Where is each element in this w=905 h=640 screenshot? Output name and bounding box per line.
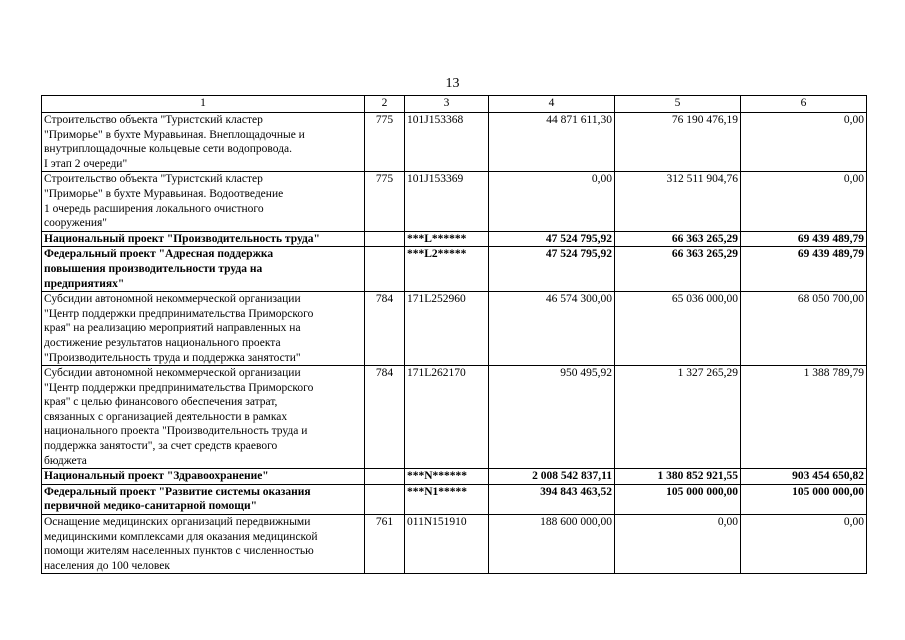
col-header-2: 2 (365, 96, 405, 113)
row-code: 101J153368 (405, 113, 489, 172)
row-ksr: 784 (365, 366, 405, 469)
table-row (42, 515, 867, 574)
row-name (42, 292, 365, 366)
row-code: ***L2***** (405, 247, 489, 292)
row-value-2024: 65 036 000,00 (615, 292, 741, 366)
row-value-2023: 46 574 300,00 (489, 292, 615, 366)
row-name-line: национального проекта "Производительность труда и (44, 425, 308, 438)
row-name (42, 469, 365, 485)
row-name (42, 172, 365, 231)
table-row (42, 172, 867, 231)
row-code: 171L262170 (405, 366, 489, 469)
row-code: 101J153369 (405, 172, 489, 231)
row-name-line: повышения производительности труда на (44, 262, 263, 275)
row-name-line: населения до 100 человек (44, 559, 170, 572)
col-header-4: 4 (489, 96, 615, 113)
row-value-2025: 105 000 000,00 (741, 484, 867, 514)
row-value-2023: 950 495,92 (489, 366, 615, 469)
row-name-line: "Приморье" в бухте Муравьиная. Водоотведение (44, 187, 284, 200)
row-name (42, 231, 365, 247)
row-ksr (365, 231, 405, 247)
row-name-line: Строительство объекта "Туристский кластер (44, 114, 263, 126)
row-name-line: I этап 2 очереди" (44, 157, 128, 170)
row-value-2024: 1 327 265,29 (615, 366, 741, 469)
row-name-line: края" на реализацию мероприятий направленных на (44, 322, 301, 335)
row-name-line: Строительство объекта "Туристский кластер (44, 173, 263, 186)
header-row (42, 96, 867, 113)
row-name-line: поддержка занятости", за счет средств краевого (44, 440, 278, 453)
row-name-line: Субсидии автономной некоммерческой организации (44, 293, 301, 306)
row-value-2025: 0,00 (741, 113, 867, 172)
budget-table (41, 95, 867, 574)
row-name-line: Субсидии автономной некоммерческой организации (44, 367, 301, 380)
row-ksr (365, 469, 405, 485)
row-name (42, 247, 365, 292)
row-code: ***N****** (405, 469, 489, 485)
row-name (42, 113, 365, 172)
row-value-2025: 69 439 489,79 (741, 247, 867, 292)
table-row (42, 484, 867, 514)
row-value-2025: 903 454 650,82 (741, 469, 867, 485)
row-name-line: "Производительность труда и поддержка занятости" (44, 351, 301, 364)
row-name-line: Национальный проект "Производительность труда" (44, 232, 320, 245)
row-value-2025: 68 050 700,00 (741, 292, 867, 366)
row-value-2023: 0,00 (489, 172, 615, 231)
row-name-line: сооружения" (44, 217, 107, 230)
row-ksr: 775 (365, 172, 405, 231)
page-number: 13 (445, 76, 460, 91)
table-row (42, 113, 867, 172)
row-name-line: помощи жителям населенных пунктов с численностью (44, 545, 314, 558)
row-value-2025: 1 388 789,79 (741, 366, 867, 469)
row-code: 171L252960 (405, 292, 489, 366)
col-header-6: 6 (741, 96, 867, 113)
row-name-line: Федеральный проект "Развитие системы оказания (44, 485, 311, 498)
row-ksr: 784 (365, 292, 405, 366)
row-name-line: 1 очередь расширения локального очистного (44, 202, 264, 215)
col-header-3: 3 (405, 96, 489, 113)
row-name (42, 484, 365, 514)
row-ksr (365, 247, 405, 292)
row-value-2024: 105 000 000,00 (615, 484, 741, 514)
row-name-line: "Центр поддержки предпринимательства Приморского (44, 307, 314, 320)
row-value-2023: 2 008 542 837,11 (489, 469, 615, 485)
table-row (42, 231, 867, 247)
row-name-line: Оснащение медицинских организаций передвижными (44, 516, 311, 529)
row-value-2023: 47 524 795,92 (489, 247, 615, 292)
table-row (42, 469, 867, 485)
row-value-2024: 0,00 (615, 515, 741, 574)
row-value-2024: 1 380 852 921,55 (615, 469, 741, 485)
row-name-line: внутриплощадочные кольцевые сети водопровода. (44, 143, 292, 156)
row-ksr: 761 (365, 515, 405, 574)
row-name (42, 515, 365, 574)
row-value-2024: 66 363 265,29 (615, 247, 741, 292)
row-value-2024: 66 363 265,29 (615, 231, 741, 247)
row-value-2025: 0,00 (741, 172, 867, 231)
row-name-line: края" с целью финансового обеспечения затрат, (44, 396, 278, 409)
row-name (42, 366, 365, 469)
row-value-2024: 312 511 904,76 (615, 172, 741, 231)
row-code: ***N1***** (405, 484, 489, 514)
table-body (42, 113, 867, 574)
row-name-line: "Центр поддержки предпринимательства Приморского (44, 381, 314, 394)
table-row (42, 366, 867, 469)
row-name-line: первичной медико-санитарной помощи" (44, 500, 257, 513)
row-value-2025: 0,00 (741, 515, 867, 574)
row-ksr: 775 (365, 113, 405, 172)
row-value-2023: 47 524 795,92 (489, 231, 615, 247)
row-value-2023: 394 843 463,52 (489, 484, 615, 514)
row-name-line: медицинскими комплексами для оказания медицинской (44, 530, 318, 543)
row-value-2023: 188 600 000,00 (489, 515, 615, 574)
row-name-line: "Приморье" в бухте Муравьиная. Внеплощадочные и (44, 128, 305, 141)
row-name-line: Федеральный проект "Адресная поддержка (44, 248, 274, 261)
row-value-2023: 44 871 611,30 (489, 113, 615, 172)
table-row (42, 292, 867, 366)
row-ksr (365, 484, 405, 514)
table-row (42, 247, 867, 292)
col-header-5: 5 (615, 96, 741, 113)
row-code: ***L****** (405, 231, 489, 247)
row-value-2024: 76 190 476,19 (615, 113, 741, 172)
col-header-1: 1 (42, 96, 365, 113)
row-name-line: достижение результатов национального проекта (44, 336, 281, 349)
row-value-2025: 69 439 489,79 (741, 231, 867, 247)
row-name-line: бюджета (44, 454, 87, 467)
row-code: 011N151910 (405, 515, 489, 574)
row-name-line: Национальный проект "Здравоохранение" (44, 470, 269, 483)
row-name-line: связанных с организацией деятельности в рамках (44, 410, 288, 423)
row-name-line: предприятиях" (44, 277, 125, 290)
